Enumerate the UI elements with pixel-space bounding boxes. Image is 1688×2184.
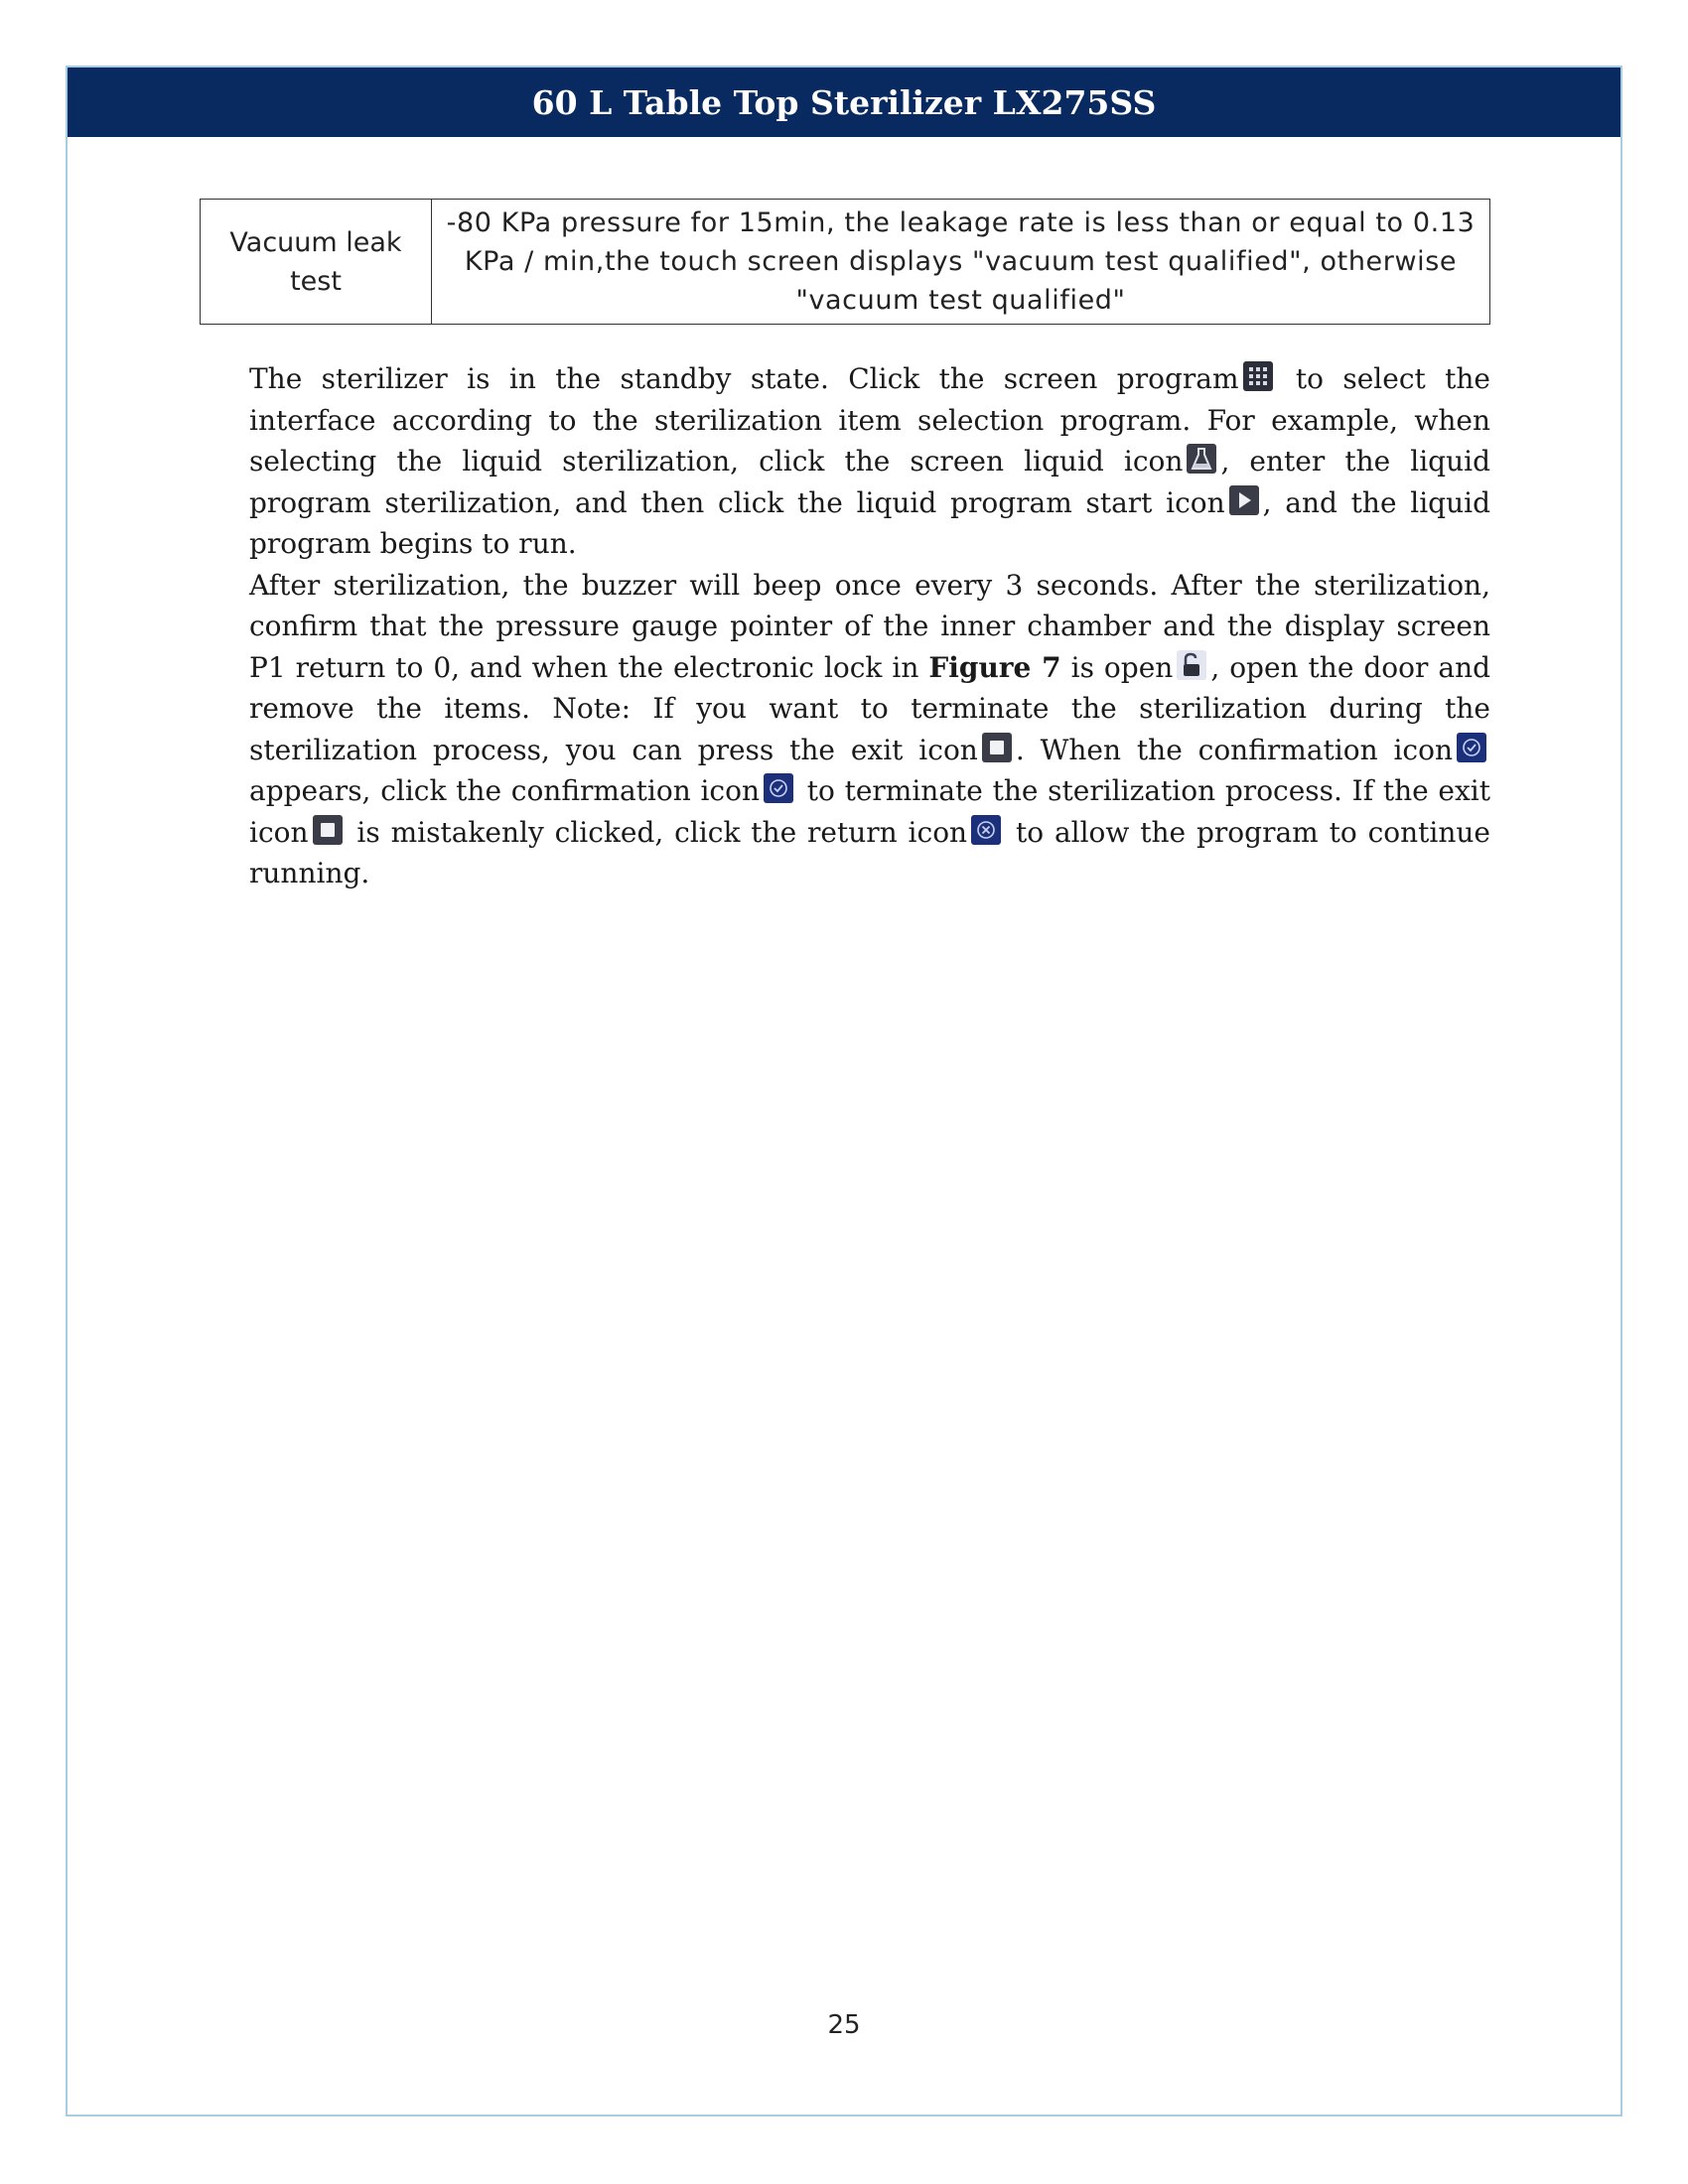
text-span: appears, click the confirmation icon	[249, 774, 760, 807]
text-span: to terminate the sterilization process. If the exit icon	[249, 774, 1490, 849]
document-title: 60 L Table Top Sterilizer LX275SS	[531, 82, 1157, 122]
stop-square-icon	[313, 815, 343, 845]
text-span: to allow the program to continue running.	[249, 815, 1490, 889]
document-header	[68, 68, 1620, 137]
play-icon	[1229, 485, 1259, 515]
text-span: . When the confirmation icon	[1015, 733, 1454, 766]
spec-table	[200, 199, 1490, 325]
table-row	[201, 200, 1490, 325]
text-span: After sterilization, the buzzer will beep once every 3 seconds. After the sterilization, confirm that the pressure gauge pointer of the inner chamber and the display screen P1 return to 0, and when the electronic lock in	[249, 568, 1490, 684]
table-cell-label: Vacuum leak test	[201, 200, 432, 325]
text-span: to select the interface according to the sterilization item selection program. For example, when selecting the liquid sterilization, click the screen liquid icon	[249, 362, 1490, 478]
paragraph-after-sterilization	[249, 565, 1490, 894]
text-span: , open the door and remove the items. Note: If you want to terminate the sterilization during the sterilization process, you can press the exit icon	[249, 650, 1491, 766]
confirm-check-icon	[764, 773, 793, 803]
table-cell-value: -80 KPa pressure for 15min, the leakage rate is less than or equal to 0.13 KPa / min,the touch screen displays "vacuum test qualified", otherwise "vacuum test qualified"	[432, 200, 1490, 325]
body-text	[249, 358, 1490, 894]
unlock-icon	[1177, 650, 1206, 680]
return-x-icon	[971, 815, 1001, 845]
stop-square-icon	[982, 733, 1012, 762]
grid-icon	[1243, 361, 1273, 391]
paragraph-program-selection	[249, 358, 1490, 565]
confirm-check-icon	[1457, 733, 1486, 762]
text-span: is open	[1060, 650, 1174, 684]
text-span: , enter the liquid program sterilization, and then click the liquid program start icon	[249, 445, 1490, 519]
text-span: , and the liquid program begins to run.	[249, 485, 1490, 560]
text-span: The sterilizer is in the standby state. Click the screen program	[249, 362, 1239, 395]
liquid-flask-icon	[1187, 444, 1216, 474]
figure-reference: Figure 7	[928, 650, 1061, 684]
text-span: is mistakenly clicked, click the return icon	[346, 815, 968, 849]
page-number: 25	[827, 2010, 861, 2040]
